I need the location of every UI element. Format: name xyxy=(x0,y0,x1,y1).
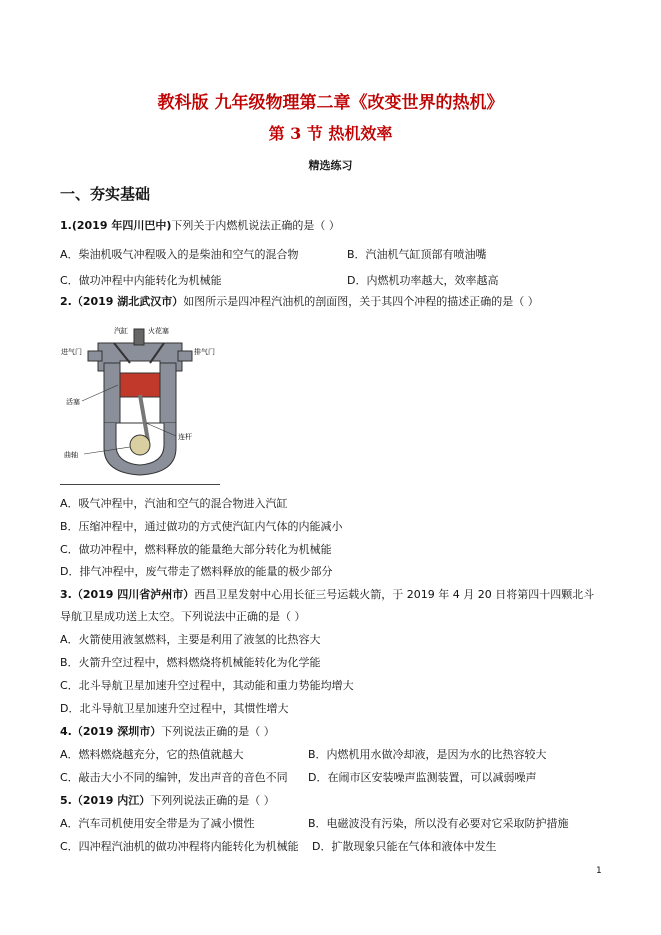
question-5 xyxy=(60,792,275,808)
question-source: （2019 湖北武汉市） xyxy=(71,295,184,308)
spark-plug-icon xyxy=(134,329,144,345)
question-number: 5. xyxy=(60,794,72,807)
option-5d: D．扩散现象只能在气体和液体中发生 xyxy=(312,840,497,853)
option-5b: B．电磁波没有污染，所以没有必要对它采取防护措施 xyxy=(308,817,569,830)
page-number: 1 xyxy=(596,866,602,876)
question-text: 如图所示是四冲程汽油机的剖面图，关于其四个冲程的描述正确的是（ ） xyxy=(183,295,539,308)
combustion-chamber xyxy=(120,361,160,373)
question-text: 下列列说法正确的是（ ） xyxy=(150,794,275,807)
question-3 xyxy=(60,586,594,602)
option-1b: B．汽油机气缸顶部有喷油嘴 xyxy=(347,248,487,261)
question-number: 1. xyxy=(60,219,72,232)
cylinder-wall-right xyxy=(160,363,176,423)
option-4a: A．燃料燃烧越充分，它的热值就越大 xyxy=(60,748,244,761)
question-source: (2019 年四川巴中) xyxy=(71,219,172,232)
practice-label: 精选练习 xyxy=(308,159,353,172)
question-text: 西昌卫星发射中心用长征三号运载火箭，于 2019 年 4 月 20 日将第四十四颗北斗 xyxy=(194,588,595,601)
question-number: 3. xyxy=(60,588,72,601)
question-source: （2019 四川省泸州市） xyxy=(71,588,195,601)
cylinder-wall-left xyxy=(104,363,120,423)
question-text: 下列关于内燃机说法正确的是（ ） xyxy=(171,219,340,232)
question-number: 4. xyxy=(60,725,72,738)
question-source: （2019 深圳市） xyxy=(71,725,162,738)
option-4b: B．内燃机用水做冷却液，是因为水的比热容较大 xyxy=(308,748,547,761)
question-number: 2. xyxy=(60,295,72,308)
question-2 xyxy=(60,293,539,309)
option-5a: A．汽车司机使用安全带是为了减小惯性 xyxy=(60,817,255,830)
option-3a: A．火箭使用液氢燃料，主要是利用了液氢的比热容大 xyxy=(60,633,321,646)
option-4c: C．敲击大小不同的编钟，发出声音的音色不同 xyxy=(60,771,288,784)
question-1 xyxy=(60,217,340,233)
exhaust-port xyxy=(178,351,192,361)
intake-port xyxy=(88,351,102,361)
option-2a: A．吸气冲程中，汽油和空气的混合物进入汽缸 xyxy=(60,497,288,510)
label-spark-plug: 火花塞 xyxy=(148,327,169,335)
section-heading: 一、夯实基础 xyxy=(60,185,151,203)
section-subtitle: 第 3 节 热机效率 xyxy=(268,124,393,143)
label-cylinder: 汽缸 xyxy=(114,327,128,335)
piston-icon xyxy=(120,373,160,397)
label-exhaust: 排气门 xyxy=(194,348,215,356)
label-piston: 活塞 xyxy=(66,398,80,406)
engine-cross-section-diagram xyxy=(60,323,220,483)
crankshaft-icon xyxy=(130,435,150,455)
option-1d: D．内燃机功率越大，效率越高 xyxy=(347,274,499,287)
option-3b: B．火箭升空过程中，燃料燃烧将机械能转化为化学能 xyxy=(60,656,321,669)
question-4 xyxy=(60,723,275,739)
option-2d: D．排气冲程中，废气带走了燃料释放的能量的极少部分 xyxy=(60,565,333,578)
label-intake: 进气门 xyxy=(61,348,82,356)
option-3d: D．北斗导航卫星加速升空过程中，其惯性增大 xyxy=(60,702,289,715)
question-text: 下列说法正确的是（ ） xyxy=(161,725,275,738)
option-2c: C．做功冲程中，燃料释放的能量绝大部分转化为机械能 xyxy=(60,543,332,556)
question-source: （2019 内江） xyxy=(71,794,151,807)
label-crankshaft: 曲轴 xyxy=(64,451,78,459)
label-connecting-rod: 连杆 xyxy=(178,433,192,441)
option-3c: C．北斗导航卫星加速升空过程中，其动能和重力势能均增大 xyxy=(60,679,354,692)
document-title: 教科版 九年级物理第二章《改变世界的热机》 xyxy=(157,93,504,113)
option-1c: C．做功冲程中内能转化为机械能 xyxy=(60,274,222,287)
option-2b: B．压缩冲程中，通过做功的方式使汽缸内气体的内能减小 xyxy=(60,520,343,533)
option-4d: D．在闹市区安装噪声监测装置，可以减弱噪声 xyxy=(308,771,537,784)
option-1a: A．柴油机吸气冲程吸入的是柴油和空气的混合物 xyxy=(60,248,299,261)
option-5c: C．四冲程汽油机的做功冲程将内能转化为机械能 xyxy=(60,840,299,853)
diagram-divider xyxy=(60,484,220,485)
question-3-continued: 导航卫星成功送上太空。下列说法中正确的是（ ） xyxy=(60,610,306,623)
